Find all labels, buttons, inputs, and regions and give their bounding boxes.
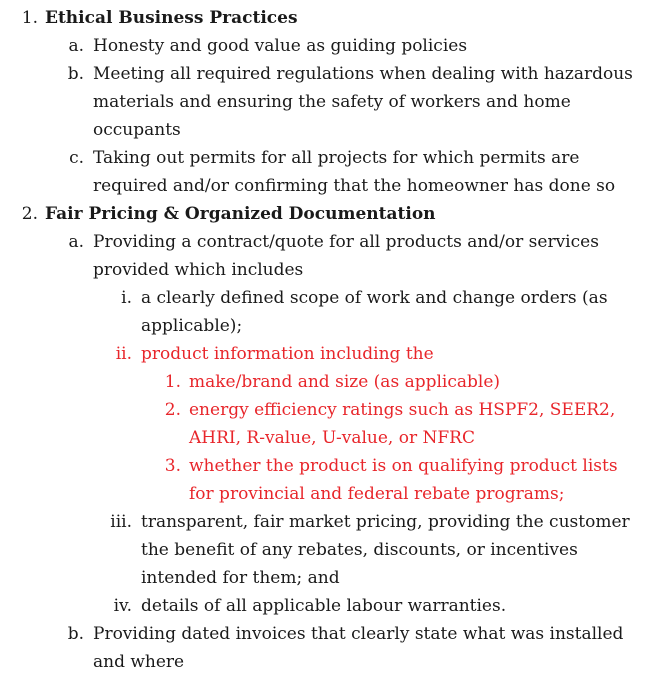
list-marker: c. — [69, 148, 84, 168]
list-item-text: energy efficiency ratings such as HSPF2, SEER2, AHRI, R-value, U-value, or NFRC — [189, 400, 616, 448]
list-item-text: whether the product is on qualifying product lists for provincial and federal rebate programs; — [189, 456, 618, 504]
list-item-text: product information including the — [141, 344, 434, 364]
list-item — [0, 508, 657, 592]
list-marker: i. — [121, 288, 132, 308]
list-item — [0, 228, 657, 284]
list-item-text: details of all applicable labour warranties. — [141, 596, 507, 616]
list-marker: iii. — [110, 512, 132, 532]
list-marker: a. — [68, 36, 84, 56]
list-item-highlighted — [0, 396, 657, 452]
list-marker: a. — [68, 232, 84, 252]
document-body — [0, 4, 657, 676]
list-item — [0, 592, 657, 620]
list-item — [0, 620, 657, 676]
list-marker: ii. — [115, 344, 132, 364]
section-heading: Ethical Business Practices — [45, 8, 298, 28]
list-item-text: a clearly defined scope of work and change orders (as applicable); — [141, 288, 608, 336]
list-item-text: Providing dated invoices that clearly state what was installed and where — [93, 624, 624, 672]
list-item-text: transparent, fair market pricing, providing the customer the benefit of any rebates, discounts, or incentives intended for them; and — [141, 512, 630, 588]
list-item-highlighted — [0, 452, 657, 508]
list-item-text: Honesty and good value as guiding policies — [93, 36, 468, 56]
list-marker: b. — [67, 624, 84, 644]
section-ethical-business-practices — [0, 4, 657, 32]
list-marker: b. — [67, 64, 84, 84]
list-marker: iv. — [113, 596, 132, 616]
list-item-text: Providing a contract/quote for all products and/or services provided which includes — [93, 232, 599, 280]
list-item — [0, 32, 657, 60]
section-heading: Fair Pricing & Organized Documentation — [45, 204, 436, 224]
list-item-highlighted — [0, 368, 657, 396]
list-item-text: Taking out permits for all projects for which permits are required and/or confirming that the homeowner has done so — [93, 148, 616, 196]
list-marker: 3. — [164, 456, 181, 476]
list-marker: 1. — [21, 8, 38, 28]
list-item-text: Meeting all required regulations when dealing with hazardous materials and ensuring the safety of workers and home occupants — [93, 64, 633, 140]
list-item — [0, 284, 657, 340]
section-fair-pricing — [0, 200, 657, 228]
list-item — [0, 144, 657, 200]
list-marker: 1. — [164, 372, 181, 392]
list-item-highlighted — [0, 340, 657, 368]
list-item-text: make/brand and size (as applicable) — [189, 372, 501, 392]
list-marker: 2. — [21, 204, 38, 224]
list-item — [0, 60, 657, 144]
list-marker: 2. — [164, 400, 181, 420]
